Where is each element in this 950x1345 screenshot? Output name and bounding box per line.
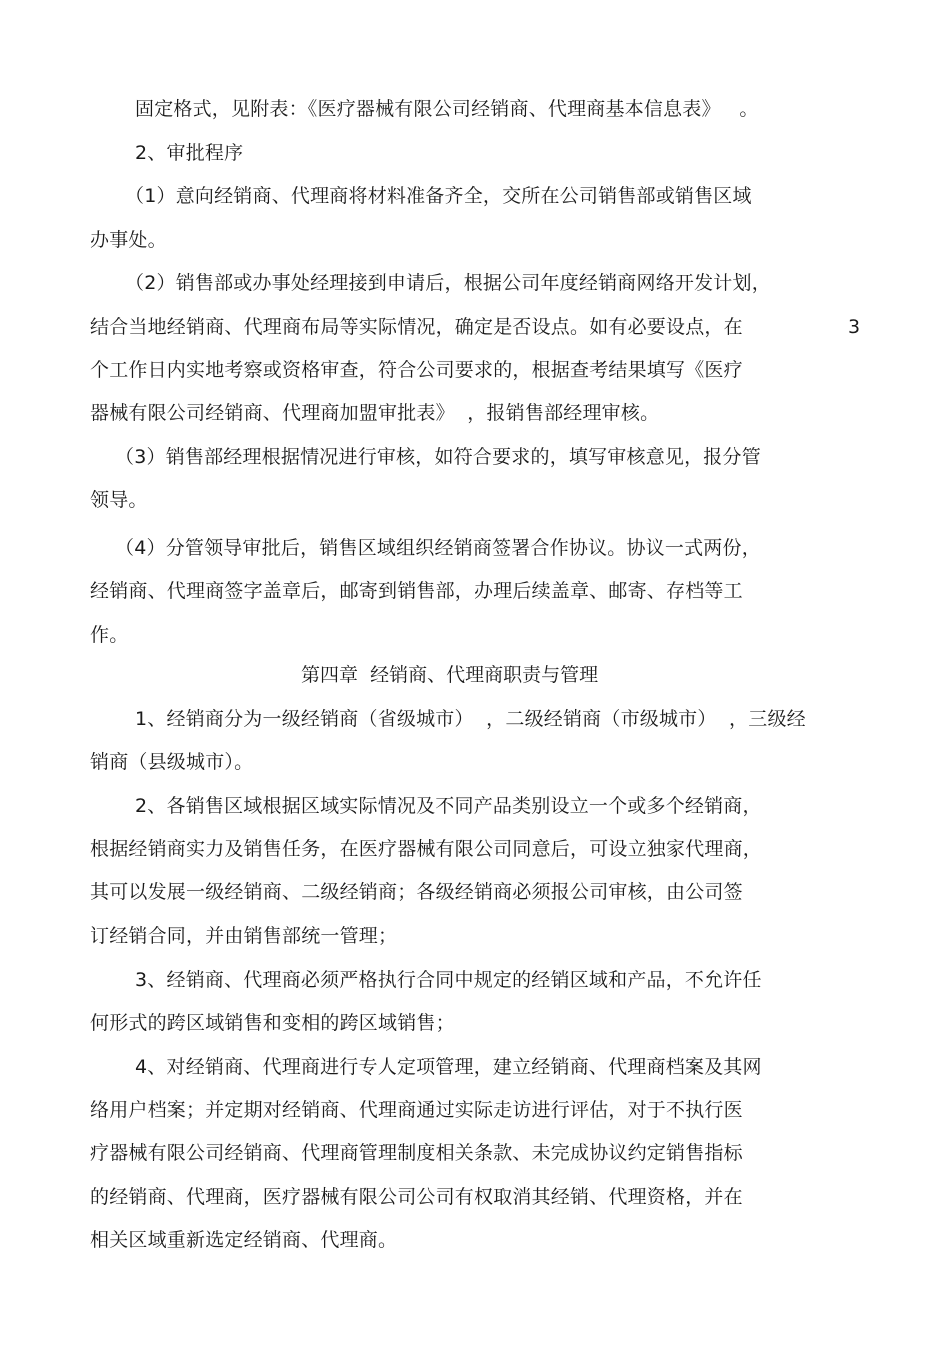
paragraph-line: 1、经销商分为一级经销商（省级城市） ，二级经销商（市级城市） ，三级经 [135, 708, 806, 730]
paragraph-line: （4）分管领导审批后，销售区域组织经销商签署合作协议。协议一式两份， [115, 537, 761, 559]
paragraph-line: 固定格式，见附表：《医疗器械有限公司经销商、代理商基本信息表》 。 [135, 98, 759, 120]
paragraph-line: 3 [848, 316, 861, 338]
paragraph-line: （1）意向经销商、代理商将材料准备齐全，交所在公司销售部或销售区域 [125, 185, 752, 207]
paragraph-line: 结合当地经销商、代理商布局等实际情况，确定是否设点。如有必要设点，在 [90, 316, 743, 338]
paragraph-line: 4、对经销商、代理商进行专人定项管理，建立经销商、代理商档案及其网 [135, 1056, 762, 1078]
paragraph-line: 领导。 [90, 489, 148, 511]
paragraph-line: 销商（县级城市）。 [90, 751, 254, 773]
paragraph-line: 作。 [90, 624, 129, 646]
paragraph-line: 疗器械有限公司经销商、代理商管理制度相关条款、未完成协议约定销售指标 [90, 1142, 743, 1164]
paragraph-line: 2、各销售区域根据区域实际情况及不同产品类别设立一个或多个经销商， [135, 795, 762, 817]
paragraph-line: 器械有限公司经销商、代理商加盟审批表》 ，报销售部经理审核。 [90, 402, 660, 424]
chapter-heading: 第四章 经销商、代理商职责与管理 [301, 664, 599, 686]
paragraph-line: （2）销售部或办事处经理接到申请后，根据公司年度经销商网络开发计划， [125, 272, 771, 294]
paragraph-line: 根据经销商实力及销售任务，在医疗器械有限公司同意后，可设立独家代理商， [90, 838, 763, 860]
paragraph-line: 3、经销商、代理商必须严格执行合同中规定的经销区域和产品，不允许任 [135, 969, 762, 991]
paragraph-line: 个工作日内实地考察或资格审查，符合公司要求的，根据查考结果填写《医疗 [90, 359, 743, 381]
paragraph-line: 办事处。 [90, 229, 167, 251]
paragraph-line: （3）销售部经理根据情况进行审核，如符合要求的，填写审核意见，报分管 [115, 446, 761, 468]
paragraph-line: 其可以发展一级经销商、二级经销商；各级经销商必须报公司审核，由公司签 [90, 881, 743, 903]
paragraph-line: 相关区域重新选定经销商、代理商。 [90, 1229, 398, 1251]
paragraph-line: 订经销合同，并由销售部统一管理； [90, 925, 398, 947]
section-heading: 2、审批程序 [135, 142, 244, 164]
paragraph-line: 何形式的跨区域销售和变相的跨区域销售； [90, 1012, 455, 1034]
paragraph-line: 络用户档案；并定期对经销商、代理商通过实际走访进行评估，对于不执行医 [90, 1099, 743, 1121]
paragraph-line: 的经销商、代理商，医疗器械有限公司公司有权取消其经销、代理资格，并在 [90, 1186, 743, 1208]
paragraph-line: 经销商、代理商签字盖章后，邮寄到销售部，办理后续盖章、邮寄、存档等工 [90, 580, 743, 602]
